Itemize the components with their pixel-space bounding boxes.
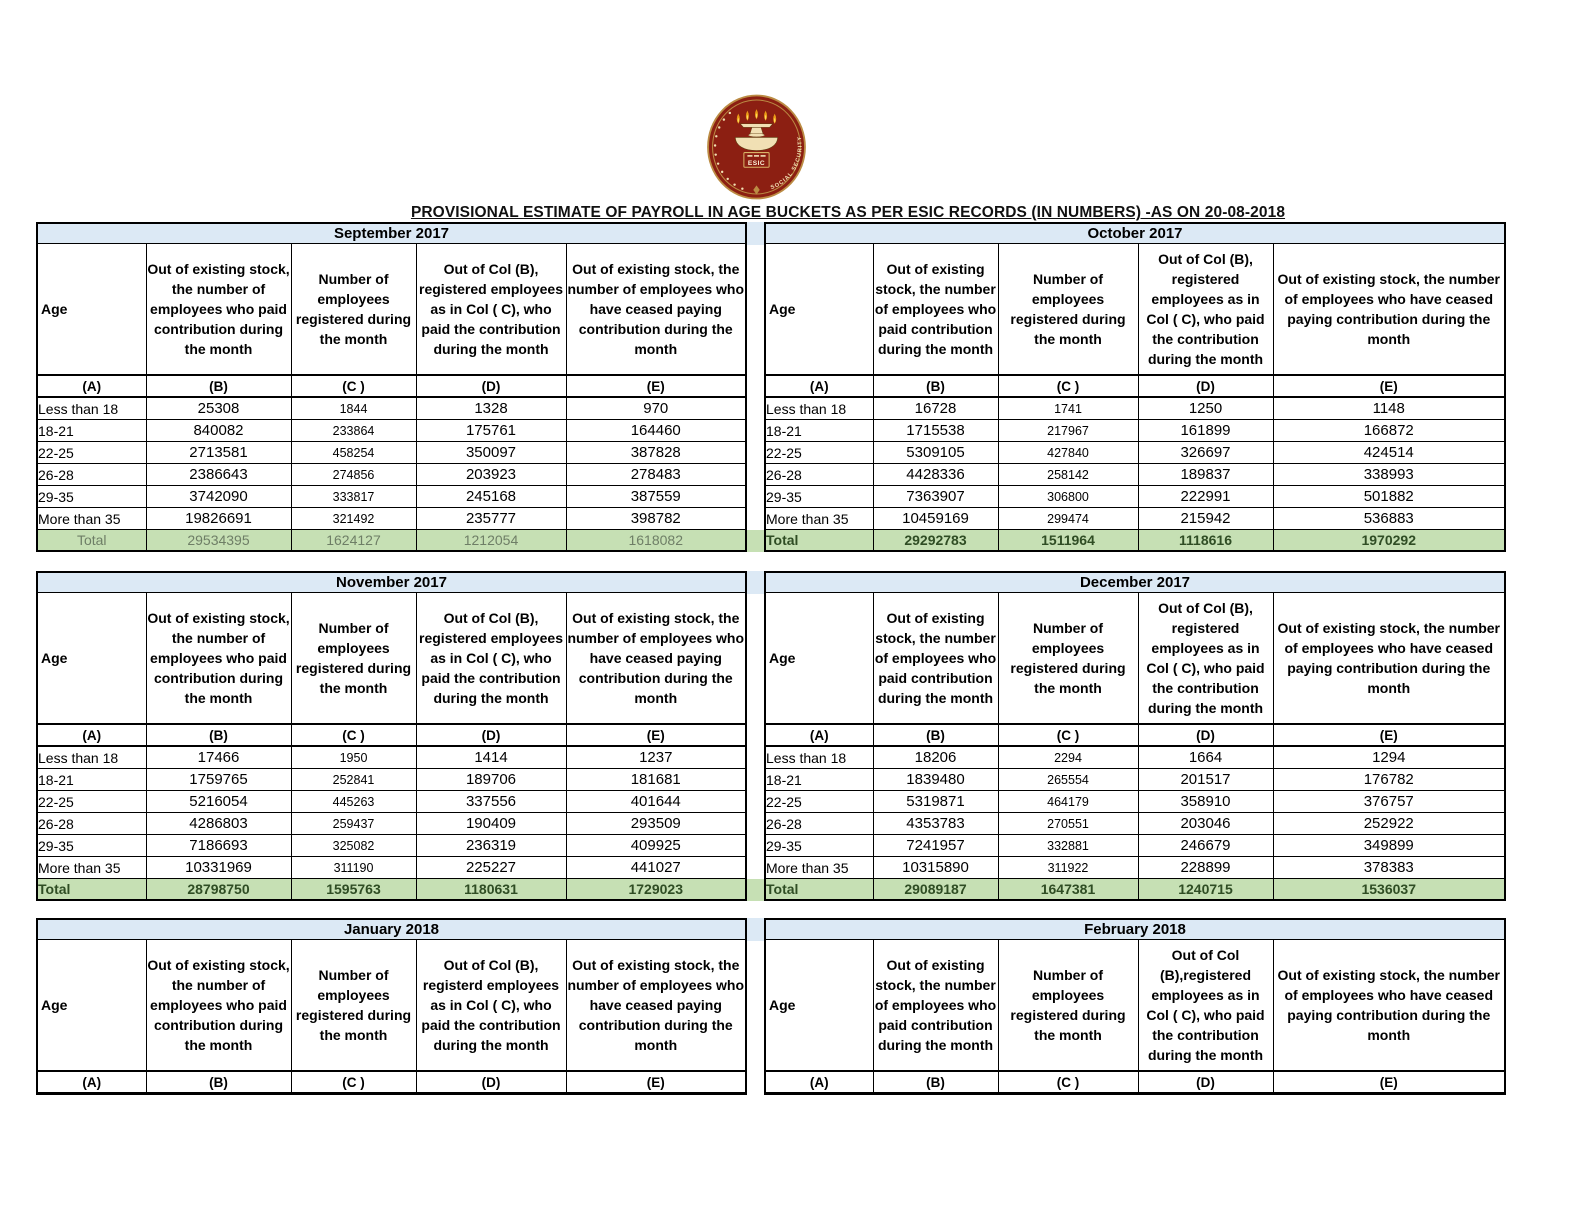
age-label: Less than 18 bbox=[765, 397, 873, 420]
table-gap bbox=[747, 222, 764, 552]
column-letter: (E) bbox=[1273, 724, 1505, 746]
table-row bbox=[765, 397, 1505, 420]
value-cell: 4353783 bbox=[873, 813, 998, 835]
value-cell: 376757 bbox=[1273, 791, 1505, 813]
column-letter: (D) bbox=[416, 1071, 566, 1094]
value-cell: 16728 bbox=[873, 397, 998, 420]
value-cell: 1237 bbox=[566, 746, 746, 769]
value-cell: 2713581 bbox=[146, 442, 291, 464]
value-cell: 293509 bbox=[566, 813, 746, 835]
column-header: Out of existing stock, the number of employees who have ceased paying contribution during the month bbox=[566, 593, 746, 725]
column-header: Number of employees registered during the month bbox=[291, 940, 416, 1072]
age-label: More than 35 bbox=[765, 857, 873, 879]
age-label: 18-21 bbox=[37, 420, 146, 442]
value-cell: 427840 bbox=[998, 442, 1138, 464]
column-header: Number of employees registered during the month bbox=[291, 244, 416, 376]
column-letter: (B) bbox=[873, 1071, 998, 1094]
payroll-table-september-2017 bbox=[36, 222, 747, 552]
column-header: Out of Col (B), registered employees as in Col ( C), who paid the contribution during the month bbox=[416, 593, 566, 725]
total-value: 29292783 bbox=[873, 530, 998, 552]
value-cell: 332881 bbox=[998, 835, 1138, 857]
column-letter: (D) bbox=[1138, 1071, 1273, 1094]
total-value: 1511964 bbox=[998, 530, 1138, 552]
age-label: 22-25 bbox=[37, 442, 146, 464]
table-gap bbox=[747, 571, 764, 901]
value-cell: 7241957 bbox=[873, 835, 998, 857]
column-letter: (B) bbox=[146, 724, 291, 746]
column-header: Out of Col (B), registerd employees as in Col ( C), who paid the contribution during the month bbox=[416, 940, 566, 1072]
gap-month-band bbox=[747, 222, 764, 245]
total-label: Total bbox=[765, 879, 873, 901]
value-cell: 5309105 bbox=[873, 442, 998, 464]
value-cell: 189706 bbox=[416, 769, 566, 791]
value-cell: 10315890 bbox=[873, 857, 998, 879]
column-letter: (E) bbox=[566, 1071, 746, 1094]
total-row bbox=[765, 879, 1505, 901]
value-cell: 252922 bbox=[1273, 813, 1505, 835]
column-letter: (C ) bbox=[998, 724, 1138, 746]
column-header: Out of existing stock, the number of employees who have ceased paying contribution during the month bbox=[1273, 593, 1505, 725]
value-cell: 270551 bbox=[998, 813, 1138, 835]
value-cell: 235777 bbox=[416, 508, 566, 530]
value-cell: 299474 bbox=[998, 508, 1138, 530]
value-cell: 166872 bbox=[1273, 420, 1505, 442]
column-letter: (C ) bbox=[291, 375, 416, 397]
value-cell: 10459169 bbox=[873, 508, 998, 530]
table-row bbox=[37, 746, 746, 769]
column-header: Out of existing stock, the number of employees who paid contribution during the month bbox=[146, 244, 291, 376]
value-cell: 259437 bbox=[291, 813, 416, 835]
value-cell: 245168 bbox=[416, 486, 566, 508]
value-cell: 19826691 bbox=[146, 508, 291, 530]
value-cell: 350097 bbox=[416, 442, 566, 464]
column-header: Out of Col (B), registered employees as in Col ( C), who paid the contribution during the month bbox=[416, 244, 566, 376]
value-cell: 181681 bbox=[566, 769, 746, 791]
column-letter: (C ) bbox=[291, 724, 416, 746]
age-label: More than 35 bbox=[37, 857, 146, 879]
total-value: 29089187 bbox=[873, 879, 998, 901]
value-cell: 337556 bbox=[416, 791, 566, 813]
value-cell: 1414 bbox=[416, 746, 566, 769]
month-band-label: February 2018 bbox=[765, 919, 1505, 940]
value-cell: 333817 bbox=[291, 486, 416, 508]
table-row bbox=[37, 397, 746, 420]
column-header: Out of existing stock, the number of employees who have ceased paying contribution during the month bbox=[1273, 940, 1505, 1072]
tables-grid bbox=[36, 222, 1506, 1095]
value-cell: 4286803 bbox=[146, 813, 291, 835]
table-host-october-2017 bbox=[764, 222, 1506, 552]
value-cell: 378383 bbox=[1273, 857, 1505, 879]
table-band-3 bbox=[36, 918, 1506, 1095]
column-letter: (A) bbox=[37, 724, 146, 746]
value-cell: 1741 bbox=[998, 397, 1138, 420]
total-value: 29534395 bbox=[146, 530, 291, 552]
column-header: Out of Col (B), registered employees as in Col ( C), who paid the contribution during the month bbox=[1138, 244, 1273, 376]
column-header: Out of existing stock, the number of employees who paid contribution during the month bbox=[873, 244, 998, 376]
age-label: 22-25 bbox=[37, 791, 146, 813]
column-letter: (D) bbox=[1138, 375, 1273, 397]
total-label: Total bbox=[765, 530, 873, 552]
value-cell: 228899 bbox=[1138, 857, 1273, 879]
value-cell: 215942 bbox=[1138, 508, 1273, 530]
esic-text: ESIC bbox=[747, 159, 766, 167]
table-row bbox=[765, 813, 1505, 835]
column-letter: (A) bbox=[765, 724, 873, 746]
column-letter: (C ) bbox=[998, 375, 1138, 397]
total-value: 1647381 bbox=[998, 879, 1138, 901]
age-label: 29-35 bbox=[765, 486, 873, 508]
value-cell: 358910 bbox=[1138, 791, 1273, 813]
column-letter: (E) bbox=[566, 724, 746, 746]
gap-spacer bbox=[747, 594, 764, 879]
age-label: 18-21 bbox=[37, 769, 146, 791]
table-gap bbox=[747, 918, 764, 1095]
table-row bbox=[765, 486, 1505, 508]
value-cell: 311922 bbox=[998, 857, 1138, 879]
table-row bbox=[37, 857, 746, 879]
age-header: Age bbox=[37, 593, 146, 725]
total-value: 1212054 bbox=[416, 530, 566, 552]
total-label: Total bbox=[37, 530, 146, 552]
value-cell: 10331969 bbox=[146, 857, 291, 879]
month-band-label: January 2018 bbox=[37, 919, 746, 940]
column-header: Out of Col (B),registered employees as in Col ( C), who paid the contribution during the month bbox=[1138, 940, 1273, 1072]
column-letter: (A) bbox=[37, 375, 146, 397]
gap-spacer bbox=[747, 245, 764, 530]
value-cell: 4428336 bbox=[873, 464, 998, 486]
age-label: 22-25 bbox=[765, 791, 873, 813]
column-letter: (D) bbox=[1138, 724, 1273, 746]
table-host-february-2018 bbox=[764, 918, 1506, 1095]
value-cell: 1715538 bbox=[873, 420, 998, 442]
value-cell: 236319 bbox=[416, 835, 566, 857]
table-row bbox=[765, 835, 1505, 857]
value-cell: 1844 bbox=[291, 397, 416, 420]
value-cell: 265554 bbox=[998, 769, 1138, 791]
payroll-table-november-2017 bbox=[36, 571, 747, 901]
table-row bbox=[37, 835, 746, 857]
column-letter: (E) bbox=[1273, 375, 1505, 397]
age-label: 29-35 bbox=[765, 835, 873, 857]
table-row bbox=[37, 420, 746, 442]
value-cell: 225227 bbox=[416, 857, 566, 879]
column-header: Out of existing stock, the number of employees who have ceased paying contribution during the month bbox=[566, 940, 746, 1072]
age-label: Less than 18 bbox=[765, 746, 873, 769]
column-letter: (B) bbox=[146, 1071, 291, 1094]
table-host-january-2018 bbox=[36, 918, 747, 1095]
value-cell: 274856 bbox=[291, 464, 416, 486]
age-header: Age bbox=[765, 940, 873, 1072]
table-row bbox=[37, 442, 746, 464]
value-cell: 349899 bbox=[1273, 835, 1505, 857]
total-value: 1624127 bbox=[291, 530, 416, 552]
table-row bbox=[765, 769, 1505, 791]
value-cell: 222991 bbox=[1138, 486, 1273, 508]
total-row bbox=[765, 530, 1505, 552]
total-row bbox=[37, 530, 746, 552]
age-header: Age bbox=[765, 593, 873, 725]
table-host-november-2017 bbox=[36, 571, 747, 901]
value-cell: 7363907 bbox=[873, 486, 998, 508]
table-row bbox=[37, 486, 746, 508]
payroll-table-october-2017 bbox=[764, 222, 1506, 552]
value-cell: 252841 bbox=[291, 769, 416, 791]
value-cell: 1148 bbox=[1273, 397, 1505, 420]
column-letter: (E) bbox=[1273, 1071, 1505, 1094]
value-cell: 258142 bbox=[998, 464, 1138, 486]
value-cell: 17466 bbox=[146, 746, 291, 769]
total-value: 1118616 bbox=[1138, 530, 1273, 552]
value-cell: 306800 bbox=[998, 486, 1138, 508]
value-cell: 161899 bbox=[1138, 420, 1273, 442]
table-host-september-2017 bbox=[36, 222, 747, 552]
age-label: More than 35 bbox=[765, 508, 873, 530]
table-row bbox=[765, 857, 1505, 879]
value-cell: 246679 bbox=[1138, 835, 1273, 857]
month-band-label: December 2017 bbox=[765, 572, 1505, 593]
column-header: Out of existing stock, the number of employees who paid contribution during the month bbox=[873, 593, 998, 725]
table-row bbox=[37, 791, 746, 813]
table-row bbox=[765, 442, 1505, 464]
table-row bbox=[37, 464, 746, 486]
total-value: 1536037 bbox=[1273, 879, 1505, 901]
column-letter: (A) bbox=[37, 1071, 146, 1094]
total-value: 1618082 bbox=[566, 530, 746, 552]
page-title: PROVISIONAL ESTIMATE OF PAYROLL IN AGE BUCKETS AS PER ESIC RECORDS (IN NUMBERS) -AS ON 20-08-2018 bbox=[410, 204, 1286, 221]
column-header: Number of employees registered during the month bbox=[998, 593, 1138, 725]
table-band-2 bbox=[36, 571, 1506, 901]
value-cell: 2386643 bbox=[146, 464, 291, 486]
value-cell: 840082 bbox=[146, 420, 291, 442]
table-row bbox=[765, 464, 1505, 486]
table-row bbox=[765, 746, 1505, 769]
value-cell: 175761 bbox=[416, 420, 566, 442]
value-cell: 1328 bbox=[416, 397, 566, 420]
age-label: 26-28 bbox=[765, 464, 873, 486]
column-letter: (D) bbox=[416, 375, 566, 397]
value-cell: 387828 bbox=[566, 442, 746, 464]
month-band-label: November 2017 bbox=[37, 572, 746, 593]
total-value: 1729023 bbox=[566, 879, 746, 901]
column-header: Out of existing stock, the number of employees who paid contribution during the month bbox=[873, 940, 998, 1072]
gap-month-band bbox=[747, 571, 764, 594]
total-value: 1180631 bbox=[416, 879, 566, 901]
value-cell: 3742090 bbox=[146, 486, 291, 508]
value-cell: 190409 bbox=[416, 813, 566, 835]
value-cell: 424514 bbox=[1273, 442, 1505, 464]
age-label: Less than 18 bbox=[37, 746, 146, 769]
value-cell: 464179 bbox=[998, 791, 1138, 813]
esic-logo bbox=[706, 92, 807, 200]
total-label: Total bbox=[37, 879, 146, 901]
gap-total-band bbox=[747, 530, 764, 552]
value-cell: 176782 bbox=[1273, 769, 1505, 791]
value-cell: 189837 bbox=[1138, 464, 1273, 486]
month-band-label: September 2017 bbox=[37, 223, 746, 244]
value-cell: 409925 bbox=[566, 835, 746, 857]
value-cell: 441027 bbox=[566, 857, 746, 879]
esic-logo-graphic bbox=[706, 92, 807, 200]
value-cell: 1759765 bbox=[146, 769, 291, 791]
age-label: Less than 18 bbox=[37, 397, 146, 420]
column-letter: (B) bbox=[873, 724, 998, 746]
table-row bbox=[765, 791, 1505, 813]
value-cell: 398782 bbox=[566, 508, 746, 530]
payroll-table-january-2018 bbox=[36, 918, 747, 1095]
value-cell: 278483 bbox=[566, 464, 746, 486]
value-cell: 445263 bbox=[291, 791, 416, 813]
value-cell: 1664 bbox=[1138, 746, 1273, 769]
value-cell: 401644 bbox=[566, 791, 746, 813]
value-cell: 387559 bbox=[566, 486, 746, 508]
column-header: Number of employees registered during the month bbox=[998, 244, 1138, 376]
total-value: 28798750 bbox=[146, 879, 291, 901]
age-label: 18-21 bbox=[765, 420, 873, 442]
column-header: Number of employees registered during the month bbox=[998, 940, 1138, 1072]
value-cell: 5319871 bbox=[873, 791, 998, 813]
value-cell: 325082 bbox=[291, 835, 416, 857]
value-cell: 970 bbox=[566, 397, 746, 420]
column-letter: (C ) bbox=[998, 1071, 1138, 1094]
value-cell: 5216054 bbox=[146, 791, 291, 813]
value-cell: 18206 bbox=[873, 746, 998, 769]
value-cell: 1839480 bbox=[873, 769, 998, 791]
table-band-1 bbox=[36, 222, 1506, 552]
age-header: Age bbox=[765, 244, 873, 376]
table-row bbox=[765, 508, 1505, 530]
value-cell: 217967 bbox=[998, 420, 1138, 442]
value-cell: 338993 bbox=[1273, 464, 1505, 486]
age-label: 26-28 bbox=[765, 813, 873, 835]
total-row bbox=[37, 879, 746, 901]
value-cell: 203046 bbox=[1138, 813, 1273, 835]
age-label: 29-35 bbox=[37, 835, 146, 857]
value-cell: 203923 bbox=[416, 464, 566, 486]
gap-spacer bbox=[747, 941, 764, 1095]
value-cell: 201517 bbox=[1138, 769, 1273, 791]
month-band-label: October 2017 bbox=[765, 223, 1505, 244]
total-value: 1595763 bbox=[291, 879, 416, 901]
column-letter: (C ) bbox=[291, 1071, 416, 1094]
age-label: More than 35 bbox=[37, 508, 146, 530]
column-letter: (E) bbox=[566, 375, 746, 397]
value-cell: 1950 bbox=[291, 746, 416, 769]
column-letter: (A) bbox=[765, 1071, 873, 1094]
value-cell: 311190 bbox=[291, 857, 416, 879]
value-cell: 501882 bbox=[1273, 486, 1505, 508]
value-cell: 1250 bbox=[1138, 397, 1273, 420]
column-letter: (B) bbox=[146, 375, 291, 397]
value-cell: 25308 bbox=[146, 397, 291, 420]
value-cell: 458254 bbox=[291, 442, 416, 464]
payroll-table-december-2017 bbox=[764, 571, 1506, 901]
age-label: 26-28 bbox=[37, 464, 146, 486]
column-header: Number of employees registered during the month bbox=[291, 593, 416, 725]
social-security-text: SOCIAL SECURITY bbox=[769, 135, 804, 192]
column-header: Out of Col (B), registered employees as in Col ( C), who paid the contribution during the month bbox=[1138, 593, 1273, 725]
gap-total-band bbox=[747, 879, 764, 901]
esic-plate bbox=[744, 153, 769, 168]
age-label: 26-28 bbox=[37, 813, 146, 835]
column-header: Out of existing stock, the number of employees who have ceased paying contribution during the month bbox=[566, 244, 746, 376]
value-cell: 1294 bbox=[1273, 746, 1505, 769]
total-value: 1240715 bbox=[1138, 879, 1273, 901]
column-letter: (B) bbox=[873, 375, 998, 397]
total-value: 1970292 bbox=[1273, 530, 1505, 552]
column-letter: (D) bbox=[416, 724, 566, 746]
table-row bbox=[37, 508, 746, 530]
table-row bbox=[37, 813, 746, 835]
age-header: Age bbox=[37, 940, 146, 1072]
value-cell: 321492 bbox=[291, 508, 416, 530]
column-header: Out of existing stock, the number of employees who paid contribution during the month bbox=[146, 940, 291, 1072]
payroll-table-february-2018 bbox=[764, 918, 1506, 1095]
table-host-december-2017 bbox=[764, 571, 1506, 901]
age-label: 18-21 bbox=[765, 769, 873, 791]
age-label: 29-35 bbox=[37, 486, 146, 508]
value-cell: 536883 bbox=[1273, 508, 1505, 530]
age-label: 22-25 bbox=[765, 442, 873, 464]
table-row bbox=[37, 769, 746, 791]
age-header: Age bbox=[37, 244, 146, 376]
table-row bbox=[765, 420, 1505, 442]
column-header: Out of existing stock, the number of employees who have ceased paying contribution during the month bbox=[1273, 244, 1505, 376]
value-cell: 164460 bbox=[566, 420, 746, 442]
column-header: Out of existing stock, the number of employees who paid contribution during the month bbox=[146, 593, 291, 725]
value-cell: 2294 bbox=[998, 746, 1138, 769]
value-cell: 326697 bbox=[1138, 442, 1273, 464]
value-cell: 7186693 bbox=[146, 835, 291, 857]
gap-month-band bbox=[747, 918, 764, 941]
value-cell: 233864 bbox=[291, 420, 416, 442]
column-letter: (A) bbox=[765, 375, 873, 397]
